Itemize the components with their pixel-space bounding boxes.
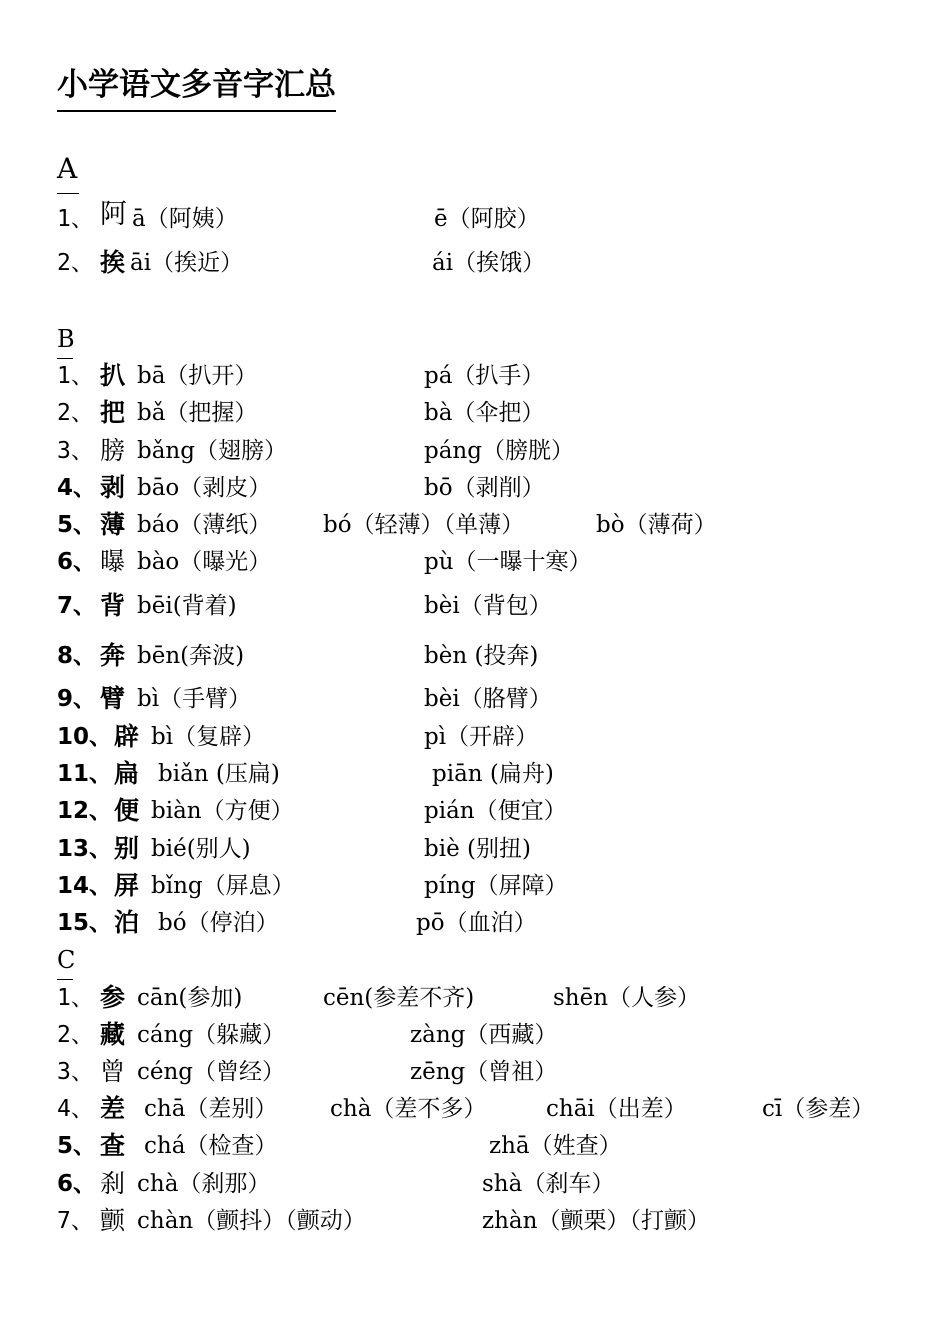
reading-1: chá（检查） bbox=[144, 1133, 278, 1159]
entry-character: 曾 bbox=[100, 1057, 126, 1086]
entry-character: 辟 bbox=[114, 722, 140, 751]
entry-b-8 bbox=[0, 639, 950, 673]
entry-character: 阿 bbox=[100, 199, 127, 230]
section-heading-b: B bbox=[57, 325, 75, 353]
reading-2: zhàn（颤栗）（打颤） bbox=[482, 1208, 710, 1234]
reading-1: bǎng（翅膀） bbox=[137, 438, 287, 464]
reading-1: biǎn (压扁) bbox=[158, 761, 280, 787]
reading-1: bēi(背着) bbox=[137, 593, 237, 619]
reading-1: bǐng（屏息） bbox=[151, 873, 295, 899]
section-heading-a: A bbox=[57, 152, 78, 185]
reading-2: bō（剥削） bbox=[424, 475, 545, 501]
entry-number: 1、 bbox=[57, 985, 94, 1011]
entry-b-3 bbox=[0, 434, 950, 468]
reading-1: bié(别人) bbox=[151, 836, 251, 862]
entry-character: 扒 bbox=[100, 361, 126, 390]
reading-1: bēn(奔波) bbox=[137, 643, 245, 669]
entry-character: 剥 bbox=[100, 473, 126, 502]
reading-1: céng（曾经） bbox=[137, 1059, 286, 1085]
reading-2: piān (扁舟) bbox=[432, 761, 554, 787]
reading-2: bó（轻薄）（单薄） bbox=[323, 512, 525, 538]
reading-2: zēng（曾祖） bbox=[410, 1059, 558, 1085]
reading-1: chàn（颤抖）（颤动） bbox=[137, 1208, 366, 1234]
entry-c-2 bbox=[0, 1018, 950, 1052]
entry-number: 4、 bbox=[57, 475, 97, 501]
entry-b-15 bbox=[0, 906, 950, 940]
reading-1: āi（挨近） bbox=[130, 250, 244, 276]
entry-number: 7、 bbox=[57, 593, 97, 619]
reading-1: bāo（剥皮） bbox=[137, 475, 272, 501]
entry-b-5 bbox=[0, 508, 950, 542]
reading-2: bà（伞把） bbox=[424, 400, 545, 426]
entry-character: 藏 bbox=[100, 1020, 126, 1049]
reading-1: chā（差别） bbox=[144, 1096, 278, 1122]
reading-2: pō（血泊） bbox=[416, 910, 537, 936]
entry-number: 15、 bbox=[57, 910, 113, 936]
entry-character: 膀 bbox=[100, 436, 126, 465]
page-title: 小学语文多音字汇总 bbox=[57, 64, 336, 112]
entry-number: 5、 bbox=[57, 1133, 97, 1159]
entry-number: 1、 bbox=[57, 206, 94, 232]
reading-2: cēn(参差不齐) bbox=[323, 985, 475, 1011]
entry-c-4 bbox=[0, 1092, 950, 1126]
entry-number: 6、 bbox=[57, 549, 97, 575]
entry-number: 11、 bbox=[57, 761, 113, 787]
reading-1: bì（手臂） bbox=[137, 686, 252, 712]
entry-number: 13、 bbox=[57, 836, 113, 862]
reading-1: cān(参加) bbox=[137, 985, 243, 1011]
entry-character: 薄 bbox=[100, 510, 126, 539]
entry-character: 刹 bbox=[100, 1169, 126, 1198]
reading-4: cī（参差） bbox=[762, 1096, 875, 1122]
reading-2: pù（一曝十寒） bbox=[424, 549, 592, 575]
reading-2: píng（屏障） bbox=[424, 873, 568, 899]
entry-character: 扁 bbox=[114, 759, 140, 788]
reading-1: chà（刹那） bbox=[137, 1171, 271, 1197]
reading-2: chà（差不多） bbox=[330, 1096, 487, 1122]
reading-2: pián（便宜） bbox=[424, 798, 567, 824]
reading-1: bì（复辟） bbox=[151, 724, 266, 750]
entry-number: 1、 bbox=[57, 363, 94, 389]
entry-number: 12、 bbox=[57, 798, 113, 824]
entry-a-1 bbox=[0, 199, 950, 236]
reading-2: shà（刹车） bbox=[482, 1171, 615, 1197]
reading-2: biè (别扭) bbox=[424, 836, 531, 862]
entry-b-6 bbox=[0, 545, 950, 579]
entry-character: 屏 bbox=[114, 871, 140, 900]
entry-character: 泊 bbox=[114, 908, 140, 937]
entry-character: 奔 bbox=[100, 641, 126, 670]
entry-b-13 bbox=[0, 832, 950, 866]
entry-character: 臂 bbox=[100, 684, 126, 713]
entry-c-3 bbox=[0, 1055, 950, 1089]
entry-number: 10、 bbox=[57, 724, 113, 750]
reading-2: ē（阿胶） bbox=[434, 206, 540, 232]
entry-character: 查 bbox=[100, 1131, 126, 1160]
entry-b-7 bbox=[0, 589, 950, 623]
reading-1: biàn（方便） bbox=[151, 798, 294, 824]
entry-c-7 bbox=[0, 1204, 950, 1238]
entry-character: 背 bbox=[100, 591, 126, 620]
reading-2: páng（膀胱） bbox=[424, 438, 574, 464]
reading-1: báo（薄纸） bbox=[137, 512, 272, 538]
reading-1: bó（停泊） bbox=[158, 910, 279, 936]
reading-2: bèi（背包） bbox=[424, 593, 552, 619]
entry-character: 参 bbox=[100, 983, 126, 1012]
entry-b-14 bbox=[0, 869, 950, 903]
entry-number: 3、 bbox=[57, 1059, 94, 1085]
reading-3: chāi（出差） bbox=[546, 1096, 687, 1122]
entry-number: 4、 bbox=[57, 1096, 94, 1122]
reading-2: pì（开辟） bbox=[424, 724, 539, 750]
entry-b-1 bbox=[0, 359, 950, 393]
entry-b-4 bbox=[0, 471, 950, 505]
reading-1: bā（扒开） bbox=[137, 363, 258, 389]
reading-3: bò（薄荷） bbox=[596, 512, 717, 538]
entry-character: 别 bbox=[114, 834, 140, 863]
reading-2: ái（挨饿） bbox=[432, 250, 546, 276]
reading-2: bèi（胳臂） bbox=[424, 686, 552, 712]
entry-number: 9、 bbox=[57, 686, 97, 712]
entry-c-1 bbox=[0, 981, 950, 1015]
reading-1: cáng（躲藏） bbox=[137, 1022, 286, 1048]
reading-2: bèn (投奔) bbox=[424, 643, 539, 669]
entry-character: 把 bbox=[100, 398, 126, 427]
entry-a-2 bbox=[0, 246, 950, 280]
reading-2: zàng（西藏） bbox=[410, 1022, 558, 1048]
entry-c-5 bbox=[0, 1129, 950, 1163]
entry-b-10 bbox=[0, 720, 950, 754]
entry-number: 2、 bbox=[57, 250, 94, 276]
entry-b-9 bbox=[0, 682, 950, 716]
entry-b-12 bbox=[0, 794, 950, 828]
reading-1: bǎ（把握） bbox=[137, 400, 258, 426]
entry-number: 2、 bbox=[57, 400, 94, 426]
entry-character: 颤 bbox=[100, 1206, 126, 1235]
entry-number: 2、 bbox=[57, 1022, 94, 1048]
entry-character: 便 bbox=[114, 796, 140, 825]
entry-c-6 bbox=[0, 1167, 950, 1201]
entry-character: 曝 bbox=[100, 547, 126, 576]
entry-b-11 bbox=[0, 757, 950, 791]
reading-1: bào（曝光） bbox=[137, 549, 272, 575]
reading-2: pá（扒手） bbox=[424, 363, 545, 389]
reading-3: shēn（人参） bbox=[553, 985, 701, 1011]
reading-2: zhā（姓查） bbox=[489, 1133, 622, 1159]
entry-number: 5、 bbox=[57, 512, 97, 538]
entry-number: 8、 bbox=[57, 643, 97, 669]
entry-b-2 bbox=[0, 396, 950, 430]
entry-number: 7、 bbox=[57, 1208, 94, 1234]
entry-character: 挨 bbox=[100, 248, 126, 277]
reading-1: ā（阿姨） bbox=[132, 206, 238, 232]
entry-number: 3、 bbox=[57, 438, 94, 464]
section-heading-c: C bbox=[57, 946, 76, 974]
entry-number: 14、 bbox=[57, 873, 113, 899]
entry-character: 差 bbox=[100, 1094, 126, 1123]
entry-number: 6、 bbox=[57, 1171, 97, 1197]
